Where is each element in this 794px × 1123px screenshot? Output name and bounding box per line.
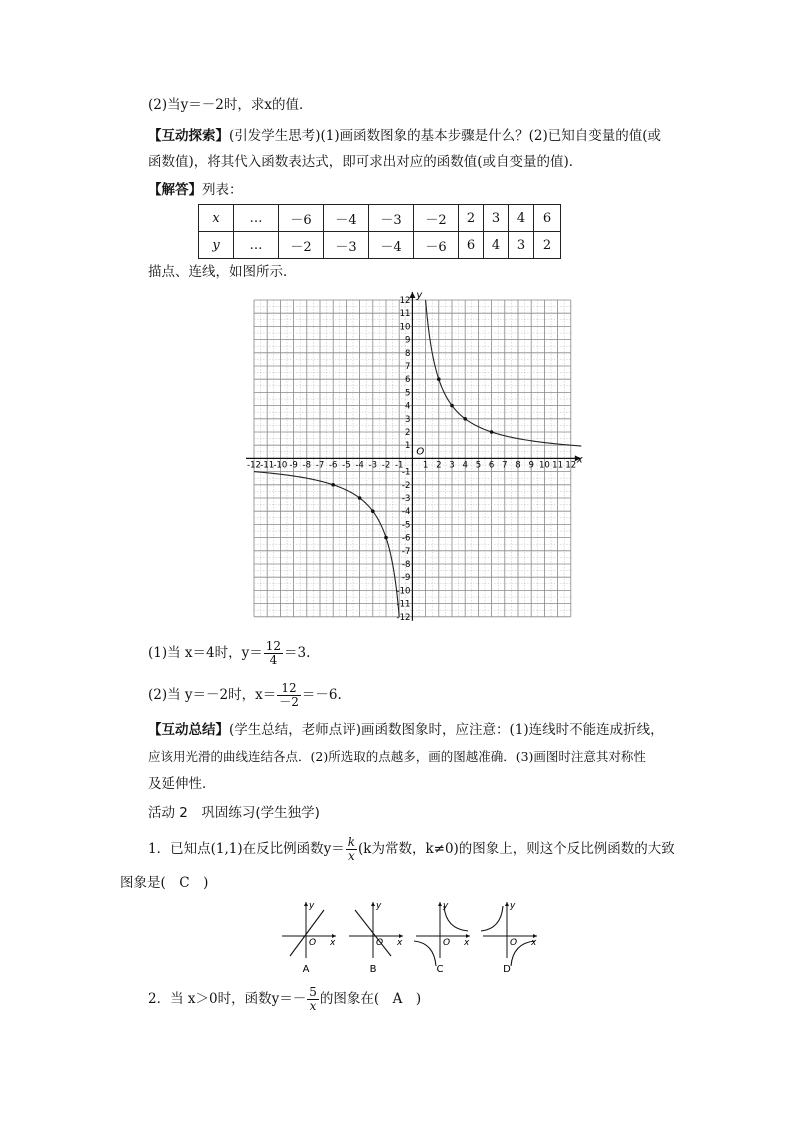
y-tick-label: 7 — [404, 362, 411, 372]
data-point — [384, 536, 388, 540]
exercise-2-post: 的图象在( A ) — [319, 991, 422, 1007]
data-point — [437, 377, 441, 381]
x-tick-label: 10 — [538, 460, 550, 471]
x-tick-label: -8 — [302, 460, 312, 471]
numerator: k — [347, 835, 355, 849]
table-cell: －4 — [369, 232, 414, 259]
option-y-label: y — [376, 901, 382, 911]
option-label: C — [436, 964, 444, 974]
x-tick-label: -4 — [355, 460, 364, 471]
option-origin-label: O — [376, 938, 384, 948]
denominator: x — [347, 849, 355, 863]
y-tick-label: -2 — [401, 480, 411, 491]
numerator: 12 — [265, 639, 282, 653]
explore-line-2: 函数值)，将其代入函数表达式，即可求出对应的函数值(或自变量的值)． — [148, 154, 583, 170]
x-tick-label: 1 — [422, 460, 429, 471]
y-tick-label: 1 — [404, 441, 411, 452]
denominator: x — [309, 999, 317, 1013]
fraction — [277, 682, 301, 709]
option-origin-label: O — [510, 938, 518, 948]
activity-2-heading: 活动 2 巩固练习(学生独学) — [148, 805, 320, 821]
x-tick-label: -6 — [328, 460, 338, 471]
denominator: －2 — [279, 695, 299, 709]
summary-line-1 — [148, 720, 664, 740]
data-point — [358, 496, 362, 500]
data-point — [371, 509, 375, 513]
y-tick-label: -3 — [401, 494, 411, 504]
y-tick-label: -7 — [401, 546, 411, 557]
option-curve — [290, 910, 324, 956]
fraction — [346, 836, 357, 863]
y-tick-label: -1 — [401, 467, 411, 478]
value-table — [198, 204, 561, 259]
y-tick-label: 11 — [399, 309, 411, 320]
x-tick-label: -7 — [315, 460, 325, 471]
summary-line-3: 及延伸性． — [148, 776, 216, 792]
table-cell: －2 — [414, 205, 459, 232]
x-tick-label: -9 — [289, 460, 298, 471]
option-y-arrow — [438, 902, 442, 906]
option-a — [282, 901, 336, 974]
x-tick-label: 9 — [528, 460, 534, 471]
x-tick-label: -11 — [260, 460, 275, 471]
option-y-arrow — [371, 902, 375, 906]
option-label: B — [369, 964, 377, 974]
fraction — [307, 986, 319, 1013]
solution-2 — [148, 678, 342, 712]
explore-line-1 — [148, 126, 661, 146]
y-tick-label: 9 — [404, 335, 411, 346]
data-point — [490, 430, 494, 434]
y-tick-label: 12 — [399, 296, 411, 306]
origin-label: O — [416, 446, 425, 458]
x-tick-label: 7 — [502, 460, 508, 471]
y-tick-label: 5 — [404, 388, 411, 399]
option-x-label: x — [531, 938, 537, 948]
y-tick-label: 6 — [404, 375, 411, 386]
x-tick-label: 8 — [515, 460, 521, 471]
table-cell: －6 — [414, 232, 459, 259]
x-tick-label: -2 — [381, 460, 391, 471]
x-tick-label: 4 — [462, 460, 468, 471]
exercise-1-line-2: 图象是( C ) — [120, 875, 209, 891]
fraction — [264, 640, 283, 667]
table-cell: －4 — [324, 205, 369, 232]
answer-text: 列表： — [202, 182, 243, 198]
table-row-x — [199, 205, 561, 232]
option-label: A — [302, 964, 310, 974]
summary-text-1: (学生总结，老师点评)画函数图象时，应注意：(1)连线时不能连成折线， — [229, 722, 664, 738]
numerator: 5 — [309, 985, 317, 999]
option-d — [481, 901, 537, 974]
table-cell: －6 — [279, 205, 324, 232]
x-tick-label: 11 — [552, 460, 564, 471]
option-y-arrow — [304, 902, 308, 906]
x-tick-label: -3 — [368, 460, 378, 471]
option-x-label: x — [464, 938, 470, 948]
x-tick-label: -12 — [247, 460, 261, 471]
option-y-arrow — [505, 902, 509, 906]
y-tick-label: 8 — [404, 348, 411, 359]
table-cell: 4 — [484, 232, 509, 259]
table-cell: －2 — [279, 232, 324, 259]
y-tick-label: -10 — [396, 586, 411, 597]
x-tick-label: -10 — [273, 460, 288, 471]
table-row-y — [199, 232, 561, 259]
exercise-1-pre: 1．已知点(1,1)在反比例函数y＝ — [148, 841, 345, 857]
exercise-1 — [148, 832, 675, 866]
y-tick-label: -8 — [401, 560, 411, 570]
option-origin-label: O — [443, 938, 451, 948]
x-tick-label: 2 — [436, 460, 442, 471]
function-graph — [236, 288, 592, 626]
table-cell: 3 — [484, 205, 509, 232]
data-point — [450, 404, 454, 408]
denominator: 4 — [269, 653, 278, 667]
explore-tag: 【互动探索】 — [148, 128, 229, 144]
table-cell: … — [234, 232, 279, 259]
answer-options — [278, 896, 548, 974]
explore-text-1: (引发学生思考)(1)画函数图象的基本步骤是什么？(2)已知自变量的值(或 — [229, 128, 662, 144]
x-tick-label: 6 — [488, 460, 495, 471]
answer-line — [148, 180, 243, 200]
answer-tag: 【解答】 — [148, 182, 202, 198]
table-cell: 6 — [534, 205, 561, 232]
solution-2-pre: (2)当 y＝－2时，x＝ — [148, 687, 277, 703]
tick-labels — [247, 296, 576, 623]
solution-1-pre: (1)当 x＝4时，y＝ — [148, 645, 263, 661]
y-tick-label: -11 — [396, 599, 411, 610]
summary-line-2: 应该用光滑的曲线连结各点．(2)所选取的点越多，画的图越准确．(3)画图时注意其对称性 — [148, 749, 646, 764]
table-cell: 2 — [459, 205, 484, 232]
numerator: 12 — [277, 682, 301, 696]
y-tick-label: 10 — [399, 322, 411, 333]
option-origin-label: O — [309, 938, 317, 948]
exercise-2 — [148, 982, 421, 1016]
exercise-2-pre: 2．当 x＞0时，函数y＝－ — [148, 991, 307, 1007]
table-cell: 2 — [534, 232, 561, 259]
x-tick-label: 12 — [565, 460, 577, 471]
table-cell: 4 — [509, 205, 534, 232]
y-tick-label: -12 — [396, 612, 411, 623]
option-curve — [481, 906, 503, 931]
summary-tag: 【互动总结】 — [148, 722, 229, 738]
x-tick-label: -5 — [342, 460, 351, 471]
y-tick-label: 4 — [404, 401, 411, 412]
plot-caption: 描点、连线，如图所示． — [148, 264, 297, 280]
x-tick-label: -1 — [394, 460, 404, 471]
y-tick-label: -6 — [401, 533, 411, 544]
question-2: (2)当y＝－2时，求x的值． — [148, 97, 313, 113]
table-cell: 3 — [509, 232, 534, 259]
y-tick-label: -4 — [401, 507, 411, 518]
y-tick-label: 2 — [404, 428, 411, 438]
option-c — [414, 901, 470, 974]
data-point — [331, 483, 335, 487]
table-head-x: x — [199, 205, 234, 232]
y-tick-label: 3 — [404, 414, 411, 425]
x-tick-label: 3 — [449, 460, 455, 471]
solution-1-post: ＝3. — [284, 645, 311, 661]
table-cell: … — [234, 205, 279, 232]
x-axis-label: x — [576, 454, 583, 466]
option-x-label: x — [330, 938, 336, 948]
solution-2-post: ＝－6. — [301, 687, 342, 703]
option-b — [349, 901, 403, 974]
table-cell: －3 — [324, 232, 369, 259]
data-point — [463, 417, 467, 421]
table-cell: 6 — [459, 232, 484, 259]
table-head-y: y — [199, 232, 234, 259]
option-y-label: y — [309, 901, 315, 911]
option-y-label: y — [443, 901, 449, 911]
table-cell: －3 — [369, 205, 414, 232]
exercise-1-post: (k为常数，k≠0)的图象上，则这个反比例函数的大致 — [358, 841, 675, 857]
y-tick-label: -9 — [401, 573, 411, 584]
option-curve — [414, 941, 436, 966]
option-y-label: y — [510, 901, 516, 911]
x-tick-label: 5 — [475, 460, 482, 471]
option-x-label: x — [397, 938, 403, 948]
y-tick-label: -5 — [401, 520, 411, 531]
option-label: D — [503, 964, 511, 974]
solution-1 — [148, 636, 310, 670]
y-axis-label: y — [416, 290, 423, 301]
